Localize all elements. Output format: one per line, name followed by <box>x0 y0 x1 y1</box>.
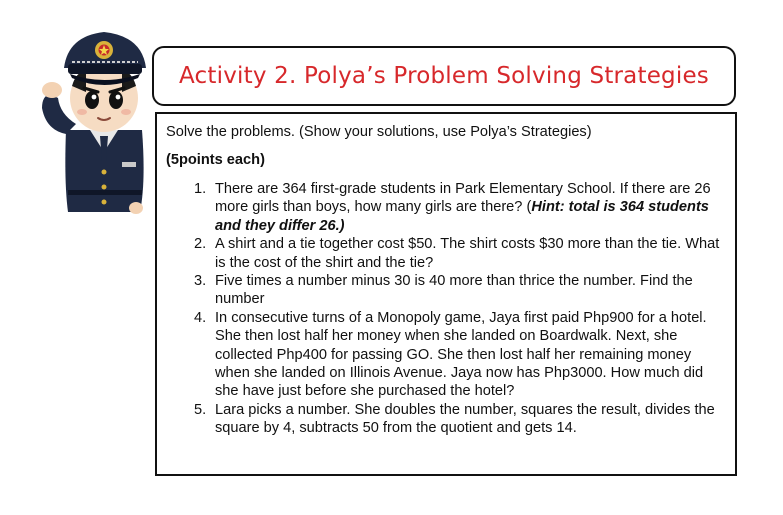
instructions-text: Solve the problems. (Show your solutions, use Polya’s Strategies) <box>166 124 592 140</box>
problem-number: 3. <box>194 273 207 290</box>
problem-item <box>175 272 729 309</box>
problem-hint: Hint: total is 364 students and they differ 26.) <box>215 199 709 234</box>
page-title: Activity 2. Polya’s Problem Solving Strategies <box>179 63 709 89</box>
problem-item <box>175 235 729 272</box>
problem-text: In consecutive turns of a Monopoly game, Jaya first paid Php900 for a hotel. She then lost half her money when she landed on Boardwalk. Next, she collected Php400 for passing GO. She then lost half her remaining money when she landed on Illinois Avenue. Jaya now has Php3000. How much did she have just before she purchased the hotel? <box>215 309 707 400</box>
problem-text: Five times a number minus 30 is 40 more than thrice the number. Find the number <box>215 273 693 308</box>
problem-list <box>175 180 729 438</box>
problem-number: 5. <box>194 401 207 418</box>
problem-number: 1. <box>194 181 207 197</box>
problems-panel <box>155 112 737 476</box>
problem-item <box>175 180 729 235</box>
problem-text: There are 364 first-grade students in Park Elementary School. If there are 26 more girls than boys, how many girls are there? ( <box>215 181 711 216</box>
problem-text: A shirt and a tie together cost $50. The shirt costs $30 more than the tie. What is the cost of the shirt and the tie? <box>215 236 720 271</box>
points-label: (5points each) <box>166 152 265 168</box>
problem-item <box>175 309 729 401</box>
problem-number: 2. <box>194 236 207 253</box>
problem-text: Lara picks a number. She doubles the number, squares the result, divides the square by 4, subtracts 50 from the quotient and gets 14. <box>215 401 715 437</box>
problem-item <box>175 401 729 438</box>
title-banner <box>152 46 736 106</box>
problem-number: 4. <box>194 309 207 326</box>
